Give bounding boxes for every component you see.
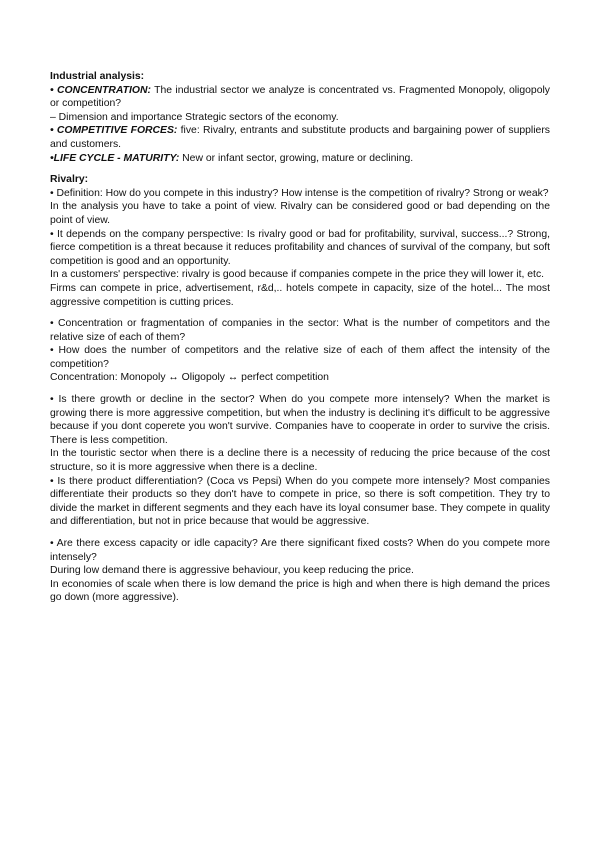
rivalry-number-competitors: • How does the number of competitors and the relative size of each of them affect the intensity of the competition? [50, 345, 550, 370]
rivalry-customer-perspective: In a customers' perspective: rivalry is good because if companies compete in the price they will lower it, etc. [50, 269, 545, 281]
rivalry-heading: Rivalry: [50, 174, 89, 186]
rivalry-concentration-question: • Concentration or fragmentation of companies in the sector: What is the number of competitors and the relative size of each of them? [50, 318, 550, 343]
rivalry-compete-ways: Firms can compete in price, advertisement, r&d,.. hotels compete in capacity, size of the hotel... The most aggressive competition is cutting prices. [50, 282, 550, 308]
concentration-label: • CONCENTRATION: [50, 84, 151, 96]
life-cycle-item [50, 152, 550, 166]
life-cycle-text: New or infant sector, growing, mature or declining. [179, 152, 414, 164]
life-cycle-label: •LIFE CYCLE - MATURITY: [50, 152, 180, 164]
concentration-text: The industrial sector we analyze is concentrated vs. Fragmented Monopoly, oligopoly or competition? [50, 84, 550, 110]
rivalry-concentration-scale: Concentration: Monopoly ↔ Oligopoly ↔ perfect competition [50, 372, 329, 384]
rivalry-touristic-sector: In the touristic sector when there is a decline there is a necessity of reducing the price because of the cost structure, so it is more aggressive when there is a decline. [50, 448, 550, 474]
rivalry-growth-decline: • Is there growth or decline in the sector? When do you compete more intensely? When the market is growing there is more aggressive competition, but when the industry is declining it's difficult to be aggressive because if you dont coperete you won't survive. Companies have to cooperate in order to survive the crisis. There is less competition. [50, 394, 550, 446]
rivalry-excess-capacity: • Are there excess capacity or idle capacity? Are there significant fixed costs? When do you compete more intensely? [50, 538, 550, 563]
rivalry-low-demand: During low demand there is aggressive behaviour, you keep reducing the price. [50, 565, 414, 577]
rivalry-economies-of-scale: In economies of scale when there is low demand the price is high and when there is high demand the prices go down (more aggressive). [50, 578, 550, 604]
rivalry-point-of-view: In the analysis you have to take a point of view. Rivalry can be considered good or bad depending on the point of view. [50, 201, 550, 226]
rivalry-product-differentiation: • Is there product differentiation? (Coca vs Pepsi) When do you compete more intensely? Most companies differentiate their products so they don't have to compete in price, so there is soft competition. They try to divide the market in different segments and they each have its loyal consumer base. They compete in quality and differentiation, but not in price because that would be aggressive. [50, 475, 550, 528]
competitive-forces-label: • COMPETITIVE FORCES: [50, 125, 178, 137]
rivalry-company-perspective: • It depends on the company perspective: Is rivalry good or bad for profitability, survival, success...? Strong, fierce competition is a threat because it reduces profitability and chances of survival of the company, but soft competition is good and an opportunity. [50, 228, 550, 267]
competitive-forces-text: five: Rivalry, entrants and substitute products and bargaining power of suppliers and customers. [50, 125, 550, 150]
dimension-item: – Dimension and importance Strategic sectors of the economy. [50, 111, 339, 123]
document-page [50, 70, 550, 605]
rivalry-definition: • Definition: How do you compete in this industry? How intense is the competition of rivalry? Strong or weak? [50, 187, 549, 199]
concentration-item [50, 84, 550, 111]
industrial-analysis-heading: Industrial analysis: [50, 71, 145, 82]
competitive-forces-item [50, 124, 550, 151]
